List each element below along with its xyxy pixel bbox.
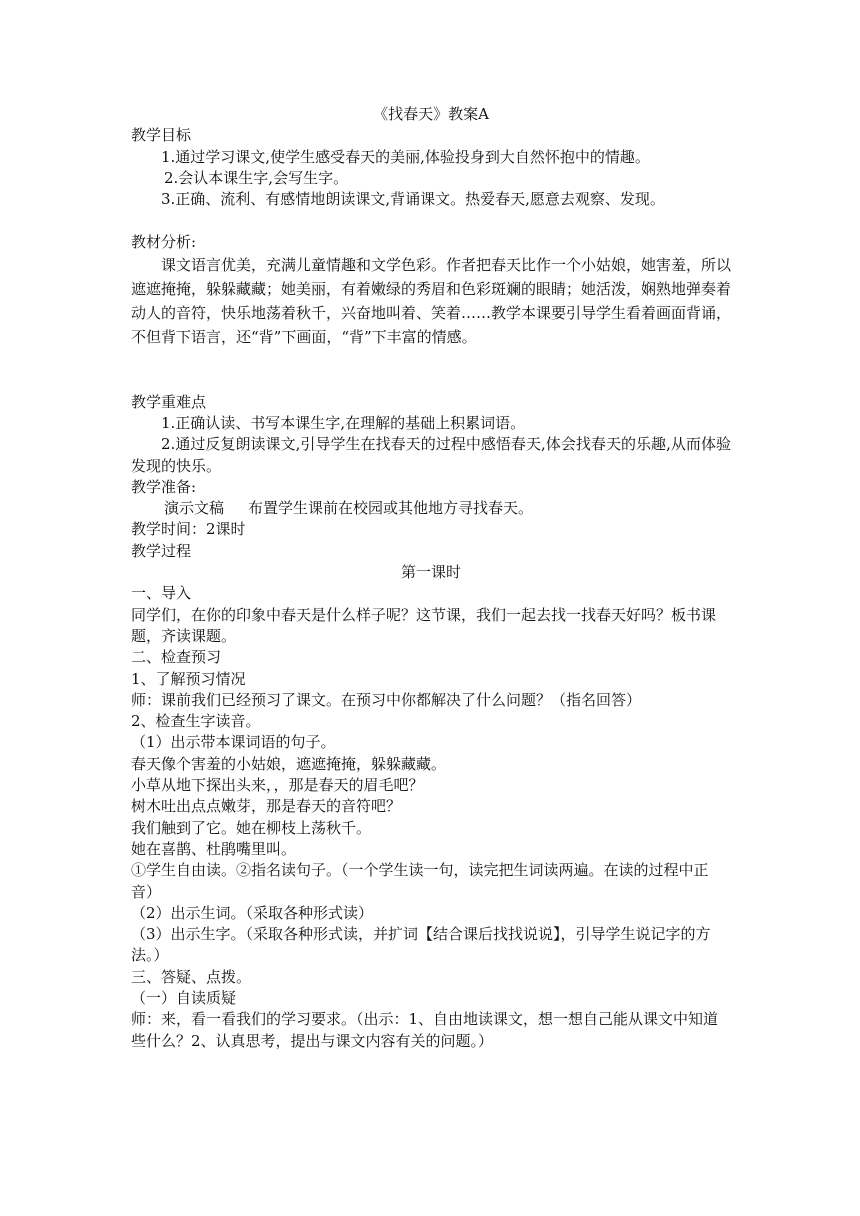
goal-item: 1.通过学习课文,使学生感受春天的美丽,体验投身到大自然怀抱中的情趣。	[161, 147, 650, 166]
text-line: 春天像个害羞的小姑娘，遮遮掩掩，躲躲藏藏。	[131, 754, 447, 773]
text-line: 树木吐出点点嫩芽，那是春天的音符吧？	[131, 797, 402, 816]
difficulties-heading: 教学重难点	[131, 392, 207, 411]
document-body	[131, 104, 731, 1052]
text-line: （3）出示生字。（采取各种形式读，并扩词【结合课后找找说说】，引导学生说记字的方法。）	[131, 925, 711, 965]
section-heading: 二、检查预习	[131, 648, 222, 667]
analysis-paragraph: 课文语言优美，充满儿童情趣和文学色彩。作者把春天比作一个小姑娘，她害羞，所以遮遮掩掩，躲躲藏藏；她美丽，有着嫩绿的秀眉和色彩斑斓的眼睛；她活泼，娴熟地弹奏着动人的音符，快乐地荡着秋千，兴奋地叫着、笑着……教学本课要引导学生看着画面背诵，不但背下语言，还“背”下画面，“背”下丰富的情感。	[131, 256, 732, 347]
text-line: 我们触到了它。她在柳枝上荡秋千。	[131, 818, 372, 837]
text-line: ①学生自由读。②指名读句子。（一个学生读一句，读完把生词读两遍。在读的过程中正音）	[131, 861, 709, 901]
analysis-heading: 教材分析:	[131, 232, 197, 251]
goal-item: 3.正确、流利、有感情地朗读课文,背诵课文。热爱春天,愿意去观察、发现。	[161, 190, 665, 209]
text-line: （2）出示生词。（采取各种形式读）	[131, 903, 374, 922]
section-heading: 三、答疑、点拨。	[131, 967, 252, 986]
text-line: （一）自读质疑	[131, 988, 237, 1007]
difficulty-item: 1.正确认读、书写本课生字,在理解的基础上积累词语。	[161, 413, 526, 432]
goals-heading: 教学目标	[131, 126, 192, 145]
text-line: 1、了解预习情况	[131, 669, 246, 688]
text-line: （1）出示带本课词语的句子。	[131, 733, 336, 752]
document-title: 《找春天》教案A	[373, 105, 489, 123]
text-line: 2、检查生字读音。	[131, 712, 261, 731]
teaching-time: 教学时间：2课时	[131, 520, 246, 539]
prep-items	[131, 498, 731, 519]
text-line: 她在喜鹊、杜鹃嘴里叫。	[131, 839, 297, 858]
process-heading: 教学过程	[131, 541, 192, 560]
lesson-heading: 第一课时	[400, 563, 461, 582]
text-line: 小草从地下探出头来，，那是春天的眉毛吧？	[131, 776, 424, 795]
section-heading: 一、导入	[131, 584, 192, 603]
text-line: 师：来，看一看我们的学习要求。（出示：1、自由地读课文，想一想自己能从课文中知道些什么？2、认真思考，提出与课文内容有关的问题。）	[131, 1010, 719, 1050]
goal-item: 2.会认本课生字,会写生字。	[164, 168, 349, 187]
text-line: 师：课前我们已经预习了课文。在预习中你都解决了什么问题？（指名回答）	[131, 690, 642, 709]
difficulty-item: 2.通过反复朗读课文,引导学生在找春天的过程中感悟春天,体会找春天的乐趣,从而体验发现的快乐。	[131, 435, 731, 475]
text-line: 同学们，在你的印象中春天是什么样子呢？这节课，我们一起去找一找春天好吗？板书课题，齐读课题。	[131, 605, 717, 645]
prep-item: 布置学生课前在校园或其他地方寻找春天。	[248, 499, 534, 518]
prep-item: 演示文稿	[164, 499, 225, 518]
prep-heading: 教学准备:	[131, 477, 197, 496]
